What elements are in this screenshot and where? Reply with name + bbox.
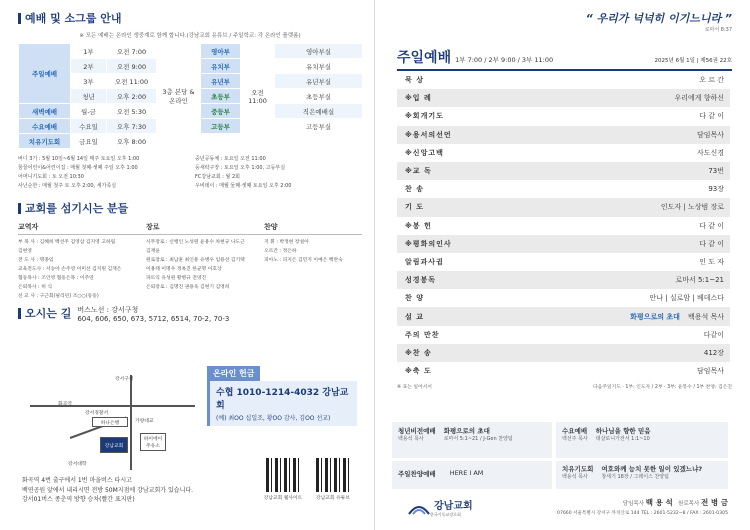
order-item-name: ※교 독 <box>405 167 432 176</box>
order-item-name: 성경봉독 <box>405 276 437 285</box>
order-item-name: 주의 만찬 <box>405 330 440 339</box>
order-item-name: ※찬 송 <box>405 348 432 357</box>
right-page: “ 우리가 넉넉히 이기느니라 ” 로마서 8:37 주일예배 1부 7:00 / 2부 9:00 / 3부 11:00 2025년 6월 1일 | 제56권 22호 묵 상 오 르 간 ※입 례 우리에게 향하신 ※회개기도 다 같 이 ※용서의선언 담임목사 ※신앙고백 사도신경 ※교 독 73번 찬 송 93장 기 도 인도자 | 노상범 장로 ※봉 헌 다 같 이 ※평화의인사 다 같 이 알림과사귐 인 도 자 성경봉독 로마서 5:1~21 찬 양 안나 | 실로암 | 베데스다 설 교 화평으로의 초대 백용석 목사 주의 만찬 다같이 ※찬 송 412장 ※축 도 담임목사 ※ 표는 일어서서 다음주일기도 · 1부: 인도자 / 2부 · 3부: 윤봉수 / 1부 찬양: 김은진 <box>397 12 732 391</box>
order-item-name: 설 교 <box>405 312 424 321</box>
order-row <box>397 217 730 235</box>
online-offering-title: 온라인 헌금 <box>207 366 260 381</box>
map-label-market: 가양대교 <box>135 419 154 424</box>
kids-worship-box: 주일찬양예배 HERE I AM <box>392 461 552 489</box>
order-row <box>397 198 730 216</box>
order-item-value: 백용석 목사 <box>687 312 724 321</box>
order-item-value: 로마서 5:1~21 <box>675 276 724 285</box>
order-row <box>397 180 730 198</box>
order-item-value: 다 같 이 <box>699 221 724 230</box>
order-item-name: 기 도 <box>405 203 424 212</box>
order-row <box>397 362 730 380</box>
healing-prayer-box: 치유기도회 백용석 목사 여호와께 능치 못한 일이 있겠느냐? 창세기 18장 / 그레이스 찬양팀 <box>556 461 728 489</box>
dawn-worship-label: 새벽예배 <box>19 104 71 119</box>
order-item-name: ※용서의선언 <box>405 130 452 139</box>
online-offering: 온라인 헌금 수협 1010-1214-4032 강남교회 (예) 최OO 십일조, 황OO 감사, 김OO 선교) <box>207 361 357 426</box>
map-label-gym: 강서대학 <box>68 462 87 467</box>
order-item-value: 안나 | 실로암 | 베데스다 <box>649 294 724 303</box>
map-label-police: 강서경찰서 <box>85 411 109 416</box>
order-item-name: ※축 도 <box>405 367 432 376</box>
qr-website[interactable]: 강남교회 웹사이트 <box>258 458 308 501</box>
order-item-name: 묵 상 <box>405 76 424 85</box>
sermon-title: 화평으로의 초대 <box>630 312 680 321</box>
map-label-sub: 하이에이 주유소 <box>140 433 166 451</box>
order-row <box>397 253 730 271</box>
order-row <box>397 162 730 180</box>
service-title: 주일예배 <box>397 50 452 66</box>
order-item-value: 다 같 이 <box>699 112 724 121</box>
pastor-info: 담임목사 백 용 석 원로목사 전 병 금 07660 서울특별시 강서구 까치산로 144 TEL : 2601-5232~8 / FAX : 2601-0305 <box>557 497 728 516</box>
order-item-value: 우리에게 향하신 <box>674 94 724 103</box>
healing-prayer-label: 치유기도회 <box>19 134 71 149</box>
bus-info: 버스노선 : 강서구청 604, 606, 650, 673, 5712, 6514, 70-2, 70-3 <box>77 306 230 323</box>
qr-code-icon <box>266 458 300 492</box>
church-address: 07660 서울특별시 강서구 까치산로 144 TEL : 2601-5232~8 / FAX : 2601-0305 <box>557 510 728 516</box>
map-label-school: 화곡역 <box>58 402 72 407</box>
sunday-worship-label: 주일예배 <box>19 44 71 104</box>
order-row <box>397 126 730 144</box>
order-item-name: ※회개기도 <box>405 112 444 121</box>
order-item-value: 오 르 간 <box>699 76 724 85</box>
order-row <box>397 289 730 307</box>
order-of-service <box>397 71 730 380</box>
order-item-value: 93장 <box>708 185 724 194</box>
wednesday-worship-label: 수요예배 <box>19 119 71 134</box>
order-item-value: 인 도 자 <box>699 257 724 266</box>
order-item-value: 73번 <box>708 167 724 176</box>
order-item-name: 찬 송 <box>405 185 424 194</box>
small-group-info: 버디 3기 : 5월 10일~6월 14일 매주 토요일 오후 1:00 꿈꿀어린이&어린이집 : 매월 첫째·셋째 주일 오후 1:00 어머니기도회 : 토 오전 10:30 사닌순한 : 매월 첫주 토 오후 2:00, 세가족실 중년공동체 : 토요일 오전 11:00 등새락구장 : 토요일 오후 1:00, 고등부실 FC강남교회 : 월 2회 우비데이 : 매월 둘째·셋째 토요일 오후 2:00 <box>18 156 292 189</box>
order-row <box>397 344 730 362</box>
church-name: 강남교회 <box>434 501 473 512</box>
bulletin-date: 2025년 6월 1일 | 제56권 22호 <box>654 58 732 64</box>
order-item-name: ※신앙고백 <box>405 148 444 157</box>
youth-worship-box: 청년비전예배 백용석 목사 화평으로의 초대 로마서 5:1~21 / J-Gen 찬양팀 <box>392 422 552 458</box>
order-row <box>397 271 730 289</box>
order-item-value: 다같이 <box>703 330 724 339</box>
order-item-name: 알림과사귐 <box>405 257 444 266</box>
order-item-value: 인도자 | 노상범 장로 <box>660 203 724 212</box>
place-cell: 3층 본당 & 온라인 <box>157 44 201 149</box>
order-item-value: 담임목사 <box>696 130 724 139</box>
worship-note: ※ 모든 예배는 온라인 생중계로 함께 합니다.(강남교회 유튜브 / 주일학교: 각 온라인 플랫폼) <box>79 33 301 39</box>
staff-header: 교역자 장로 찬양 <box>18 222 362 235</box>
order-item-value: 담임목사 <box>696 367 724 376</box>
order-row <box>397 235 730 253</box>
qr-code-icon <box>316 458 350 492</box>
order-row <box>397 326 730 344</box>
worship-schedule-table: 주일예배 1부 오전 7:00 3층 본당 & 온라인 영아부 오전 11:00 영아부실 2부 오전 9:00 유치부 유치부실 3부 오전 11:00 유년부 유년부실 청년 오후 2:00 초등부 초등부실 새벽예배 월-금 오전 5:30 중등부 직은예배실 수요예배 수요일 오후 7:30 고등부 고등부실 치유기도회 금요일 오후 8:00 <box>18 43 363 149</box>
directions: 화곡역 4번 출구에서 1번 마을버스 타시고 백연공원 앞에서 내리시면 전방 50M지점에 강남교회가 있습니다. 강서01버스 종춘역 방향 승차(빨간 표지판) <box>22 477 194 503</box>
wednesday-worship-box: 수요예배 백선주 목사 하나님을 향한 믿음 데살로니가전서 1:1~10 <box>556 422 728 458</box>
church-logo-icon <box>408 501 430 515</box>
order-row <box>397 89 730 107</box>
staff-list: 부 목 사 : 김혜희 백선주 김영삼 김지영 고하림 김현영 전 도 사 : 명종임 교육전도사 : 서승아 손주영 이미선 김지원 김재은 협동목사 : 조인영 협동은목 : 이주연 은퇴목사 : 허 식 선 교 사 : 구근회(필리핀) 조○○(동동) 시무장로 : 신행인 노성원 윤용수 차현규 나도근 김재윤 원로장로 : 최남훈 최인용 유병우 임용선 김기택 이용태 이명우 정옥진 한균명 이호상 파트익 유성원 황병규 전영진 은퇴장로 : 김명진 권용욱 김현기 김영희 지 휘 : 박정현 장설아 오르간 : 정은하 피아노 : 피지은 김민지 이예은 백란숙 <box>18 240 343 299</box>
order-item-value: 다 같 이 <box>699 239 724 248</box>
order-row <box>397 144 730 162</box>
theme-verse-ref: 로마서 8:37 <box>704 27 732 33</box>
map-label-post: 강서구청 <box>115 377 134 382</box>
dept-time-cell: 오전 11:00 <box>241 44 275 149</box>
order-item-name: 찬 양 <box>405 294 424 303</box>
map-section-title: 오시는 길 <box>18 305 71 321</box>
qr-youtube[interactable]: 강남교회 유튜브 <box>308 458 358 501</box>
church-footer: 강남교회 한국기독교장로회 담임목사 백 용 석 원로목사 전 병 금 07660 서울특별시 강서구 까치산로 144 TEL : 2601-5232~8 / FAX : 2601-0305 <box>408 497 728 518</box>
order-item-name: ※입 례 <box>405 94 432 103</box>
order-item-name: ※봉 헌 <box>405 221 432 230</box>
staff-section-title: 교회를 섬기시는 분들 <box>18 200 362 216</box>
order-row <box>397 307 730 325</box>
order-row <box>397 71 730 89</box>
map-label-hosp: 하나은행 <box>92 417 128 427</box>
order-item-name: ※평화의인사 <box>405 239 452 248</box>
church-marker: 강남교회 <box>100 437 128 453</box>
theme-verse: “ 우리가 넉넉히 이기느니라 ” <box>585 12 732 25</box>
service-header: 주일예배 1부 7:00 / 2부 9:00 / 3부 11:00 2025년 6월 1일 | 제56권 22호 <box>397 47 732 71</box>
offering-account[interactable]: 수협 1010-1214-4032 강남교회 <box>216 388 349 411</box>
order-row <box>397 107 730 125</box>
order-item-value: 412장 <box>703 348 724 357</box>
location-map <box>30 375 195 470</box>
worship-section-title: 예배 및 소그룹 안내 <box>18 10 362 26</box>
order-item-value: 사도신경 <box>696 148 724 157</box>
